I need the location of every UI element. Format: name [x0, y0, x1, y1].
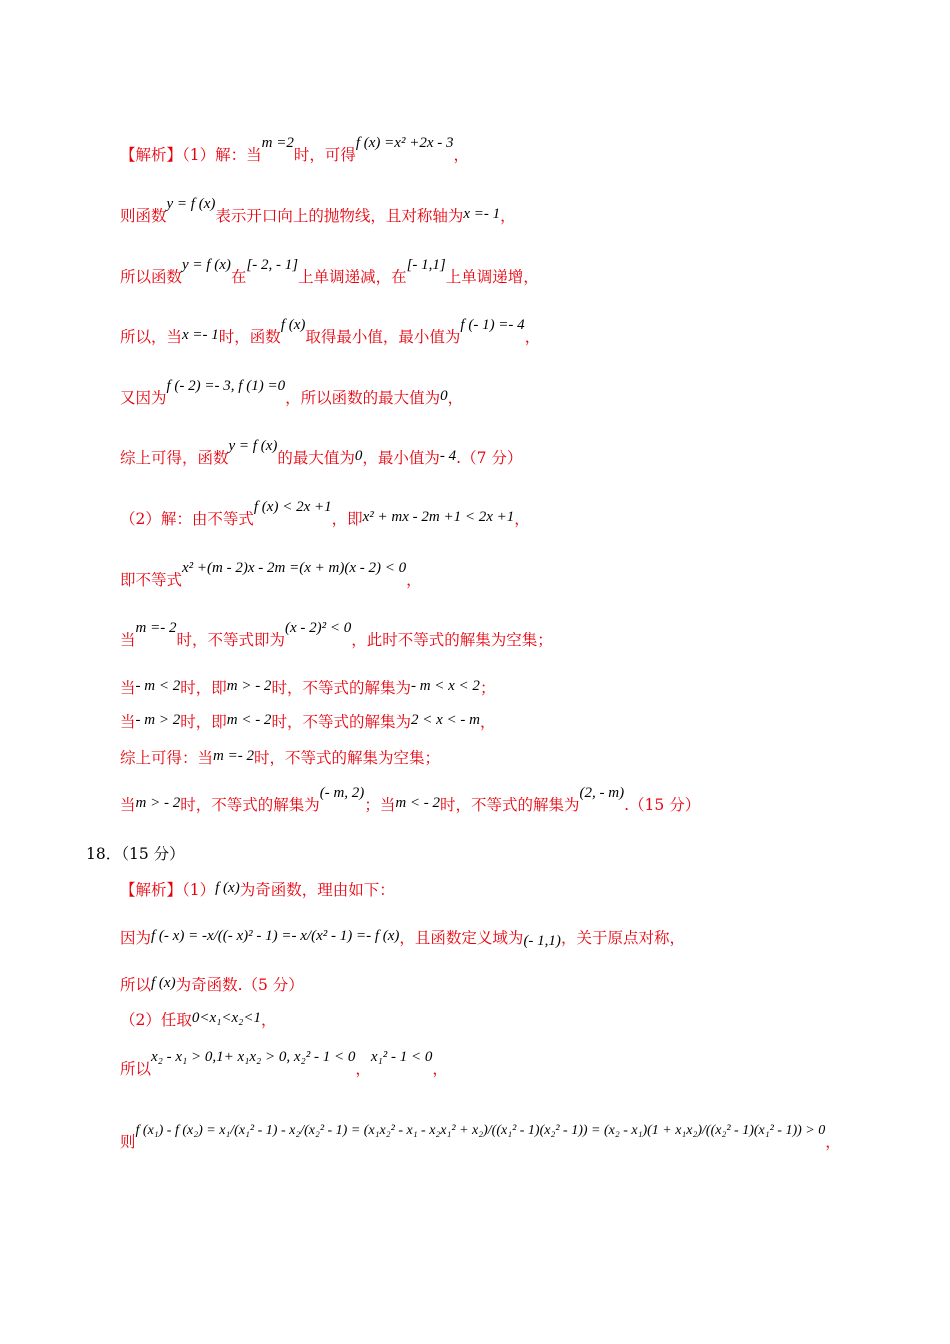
math-expression: [- 2, - 1]: [246, 257, 299, 273]
math-expression: 2 < x < - m: [410, 712, 480, 728]
text: 综上可得：当: [120, 749, 214, 767]
math-expression: x² +(m - 2)x - 2m =(x + m)(x - 2) < 0: [182, 560, 407, 576]
math-expression: f (x₁) - f (x₂) = x₁/(x₁² - 1) - x₂/(x₂² - 1) = (x₁x₂² - x₁ - x₂x₁² + x₂)/((x₁² - 1)(x₂² - 1)) = (x₂ - x₁)(1 + x₁x₂)/((x₂² - 1)(x₁² - 1)) > 0: [135, 1123, 826, 1138]
math-expression: f (x) =x² +2x - 3: [355, 135, 454, 151]
solution-18-line-1: [120, 878, 395, 900]
text: 当: [120, 679, 136, 697]
math-expression: - m < x < 2: [410, 678, 480, 694]
text: ；当: [364, 796, 396, 814]
text: 因为: [120, 929, 152, 947]
text: 则: [120, 1133, 136, 1151]
solution-17-line-8: [120, 560, 422, 590]
text: 的最大值为: [277, 449, 355, 467]
text: 为奇函数.（5 分）: [175, 976, 304, 994]
solution-17-line-11: [120, 710, 495, 732]
text: 又因为: [120, 389, 167, 407]
math-expression: - m > 2: [135, 712, 181, 728]
math-expression: f (- x) = -x/((- x)² - 1) =- x/(x² - 1) =- f (x): [151, 928, 400, 944]
math-expression: m < - 2: [226, 712, 272, 728]
text: ，即: [331, 510, 363, 528]
text: 表示开口向上的抛物线，且对称轴为: [215, 207, 464, 225]
text: .（15 分）: [624, 796, 701, 814]
math-expression: f (x): [215, 880, 240, 896]
text: 所以: [120, 1060, 152, 1078]
text: 时，不等式的解集为: [440, 796, 580, 814]
solution-17-line-1: [120, 135, 469, 165]
text: 时，不等式的解集为空集；: [253, 749, 440, 767]
text: ，: [355, 1060, 371, 1078]
text: ，最小值为: [362, 449, 440, 467]
text: 时，即: [180, 713, 227, 731]
text: ，关于原点对称，: [560, 929, 685, 947]
math-expression: - 4: [439, 448, 457, 464]
text: ，: [447, 389, 464, 407]
solution-17-line-10: [120, 676, 495, 698]
text: ，: [432, 1060, 448, 1078]
solution-17-line-4: [120, 317, 541, 347]
math-expression: (x - 2)² < 0: [284, 620, 352, 636]
math-expression: x =- 1: [463, 206, 501, 222]
text: 所以，当: [120, 328, 183, 346]
text: 当: [120, 713, 136, 731]
text: 所以: [120, 976, 152, 994]
math-expression: x² + mx - 2m +1 < 2x +1: [362, 509, 515, 525]
solution-17-line-6: [120, 438, 523, 468]
problem-18-heading: 18．（15 分）: [86, 845, 185, 863]
text: 当: [120, 631, 136, 649]
math-expression: m =- 2: [135, 620, 177, 636]
solution-17-line-3: [120, 257, 539, 287]
math-expression: [- 1,1]: [406, 257, 446, 273]
math-expression: - m < 2: [135, 678, 181, 694]
solution-17-line-9: [120, 620, 553, 650]
text: 时，不等式即为: [176, 631, 285, 649]
text: 上单调递减，在: [298, 268, 407, 286]
text: 时，不等式的解集为: [271, 713, 411, 731]
math-expression: 0<x₁<x₂<1: [191, 1010, 261, 1026]
math-expression: y = f (x): [166, 196, 216, 212]
text: 时，不等式的解集为: [271, 679, 411, 697]
math-expression: 0: [354, 448, 363, 464]
math-expression: 0: [440, 388, 448, 404]
solution-18-line-3: [120, 973, 304, 995]
solution-17-line-13: [120, 785, 701, 815]
solution-17-line-2: [120, 196, 516, 226]
math-expression: m =- 2: [213, 748, 254, 764]
solution-17-line-7: [120, 499, 530, 529]
text: 为奇函数，理由如下：: [239, 881, 395, 899]
text: 当: [120, 796, 136, 814]
text: ，: [524, 328, 541, 346]
text: ，: [479, 713, 496, 731]
math-expression: x₂ - x₁ > 0,1+ x₁x₂ > 0, x₂² - 1 < 0: [151, 1049, 356, 1065]
text: 【解析】（1）解：当: [120, 146, 262, 164]
solution-18-line-5: [120, 1049, 448, 1079]
text: ，: [453, 146, 469, 164]
text: ，: [406, 571, 422, 589]
math-expression: y = f (x): [182, 257, 231, 273]
math-expression: f (x): [280, 317, 306, 333]
math-expression: f (- 2) =- 3, f (1) =0: [166, 378, 286, 394]
text: 在: [230, 268, 247, 286]
math-expression: (2, - m): [579, 785, 625, 801]
text: 综上可得，函数: [120, 449, 229, 467]
text: ，: [514, 510, 530, 528]
text: 即不等式: [120, 571, 183, 589]
math-expression: f (- 1) =- 4: [460, 317, 525, 333]
text: 上单调递增，: [445, 268, 539, 286]
text: ，: [261, 1011, 277, 1029]
text: ，: [500, 207, 516, 225]
text: （2）任取: [120, 1011, 192, 1029]
solution-17-line-12: [120, 746, 440, 768]
solution-18-line-2: [120, 926, 685, 948]
text: 则函数: [120, 207, 167, 225]
text: ，且函数定义域为: [399, 929, 524, 947]
text: ，所以函数的最大值为: [285, 389, 441, 407]
solution-18-line-4: [120, 1008, 277, 1030]
math-expression: y = f (x): [228, 438, 278, 454]
math-expression: m > - 2: [226, 678, 272, 694]
text: .（7 分）: [456, 449, 523, 467]
text: 所以函数: [120, 268, 183, 286]
text: 【解析】（1）: [120, 881, 216, 899]
math-expression: (- m, 2): [319, 785, 365, 801]
text: 时，可得: [293, 146, 356, 164]
math-expression: m =2: [261, 135, 294, 151]
text: 取得最小值，最小值为: [305, 328, 461, 346]
math-expression: x =- 1: [182, 327, 219, 343]
text: （2）解：由不等式: [120, 510, 254, 528]
text: ，: [825, 1133, 841, 1151]
math-expression: m > - 2: [135, 795, 181, 811]
text: 时，即: [180, 679, 227, 697]
solution-17-line-5: [120, 378, 464, 408]
math-expression: x₁² - 1 < 0: [370, 1049, 433, 1065]
math-expression: m < - 2: [395, 795, 441, 811]
text: ；: [479, 679, 496, 697]
math-expression: (- 1,1): [523, 933, 561, 949]
text: 时，不等式的解集为: [180, 796, 320, 814]
text: ，此时不等式的解集为空集；: [351, 631, 553, 649]
text: 时，函数: [218, 328, 281, 346]
solution-18-line-6: [120, 1123, 841, 1152]
math-expression: f (x): [151, 975, 176, 991]
math-expression: f (x) < 2x +1: [253, 499, 332, 515]
